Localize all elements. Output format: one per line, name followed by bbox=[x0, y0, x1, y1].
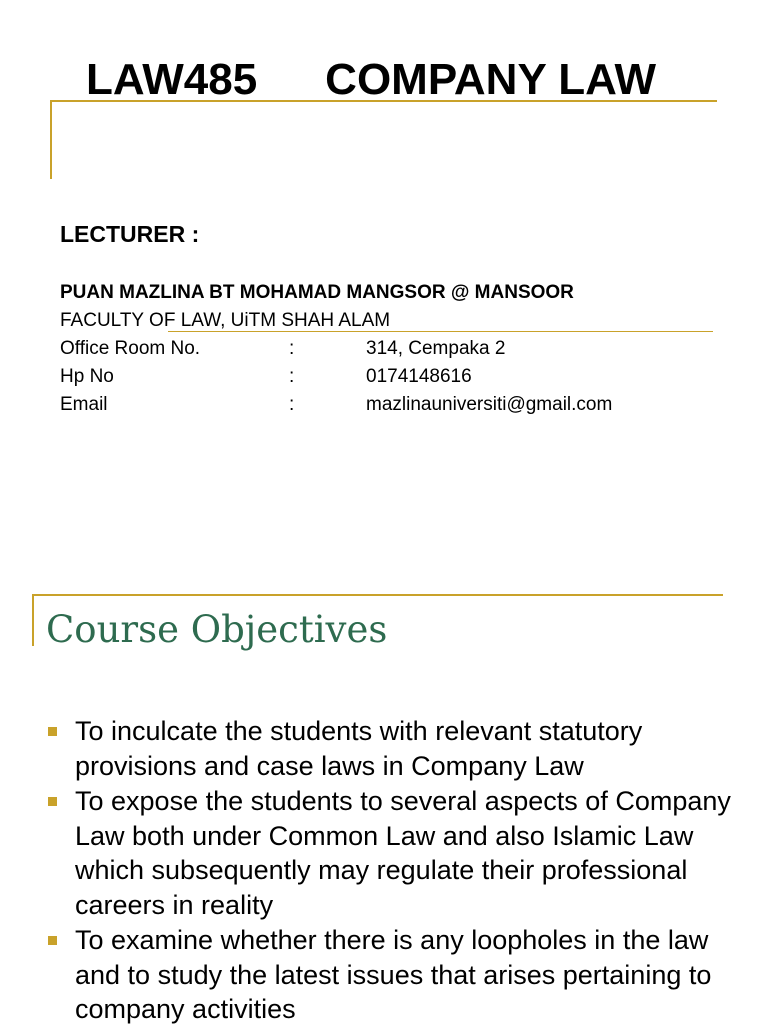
office-room-label: Office Room No. bbox=[60, 338, 201, 359]
objective-text: To inculcate the students with relevant statutory provisions and case laws in Company Law bbox=[75, 716, 643, 781]
objective-item bbox=[46, 923, 736, 1024]
section-title-rule bbox=[33, 594, 723, 596]
square-bullet-icon bbox=[48, 727, 57, 736]
objective-text: To expose the students to several aspects of Company Law both under Common Law and also Islamic Law which subsequently may regulate their professional careers in reality bbox=[75, 786, 731, 920]
phone-separator: : bbox=[289, 366, 295, 387]
course-name: COMPANY LAW bbox=[325, 55, 656, 104]
course-code: LAW485 bbox=[86, 55, 258, 104]
objectives-list bbox=[46, 714, 736, 1024]
objective-item bbox=[46, 784, 736, 922]
objective-item bbox=[46, 714, 736, 783]
email-value: mazlinauniversiti@gmail.com bbox=[366, 394, 613, 415]
phone-label: Hp No bbox=[60, 366, 114, 387]
objective-text: To examine whether there is any loopholes in the law and to study the latest issues that arises pertaining to company activities bbox=[75, 925, 712, 1024]
office-room-separator: : bbox=[289, 338, 295, 359]
course-title bbox=[86, 52, 656, 108]
slide-course-objectives bbox=[0, 560, 768, 1024]
faculty-name: FACULTY OF LAW, UiTM SHAH ALAM bbox=[60, 310, 391, 331]
email-label: Email bbox=[60, 394, 108, 415]
email-separator: : bbox=[289, 394, 295, 415]
office-room-value: 314, Cempaka 2 bbox=[366, 338, 506, 359]
title-side-rule bbox=[50, 100, 52, 179]
section-title: Course Objectives bbox=[46, 608, 388, 651]
phone-value: 0174148616 bbox=[366, 366, 472, 387]
square-bullet-icon bbox=[48, 936, 57, 945]
lecturer-name: PUAN MAZLINA BT MOHAMAD MANGSOR @ MANSOOR bbox=[60, 282, 574, 303]
square-bullet-icon bbox=[48, 797, 57, 806]
lecturer-heading: LECTURER : bbox=[60, 221, 200, 247]
section-side-rule bbox=[32, 594, 34, 646]
